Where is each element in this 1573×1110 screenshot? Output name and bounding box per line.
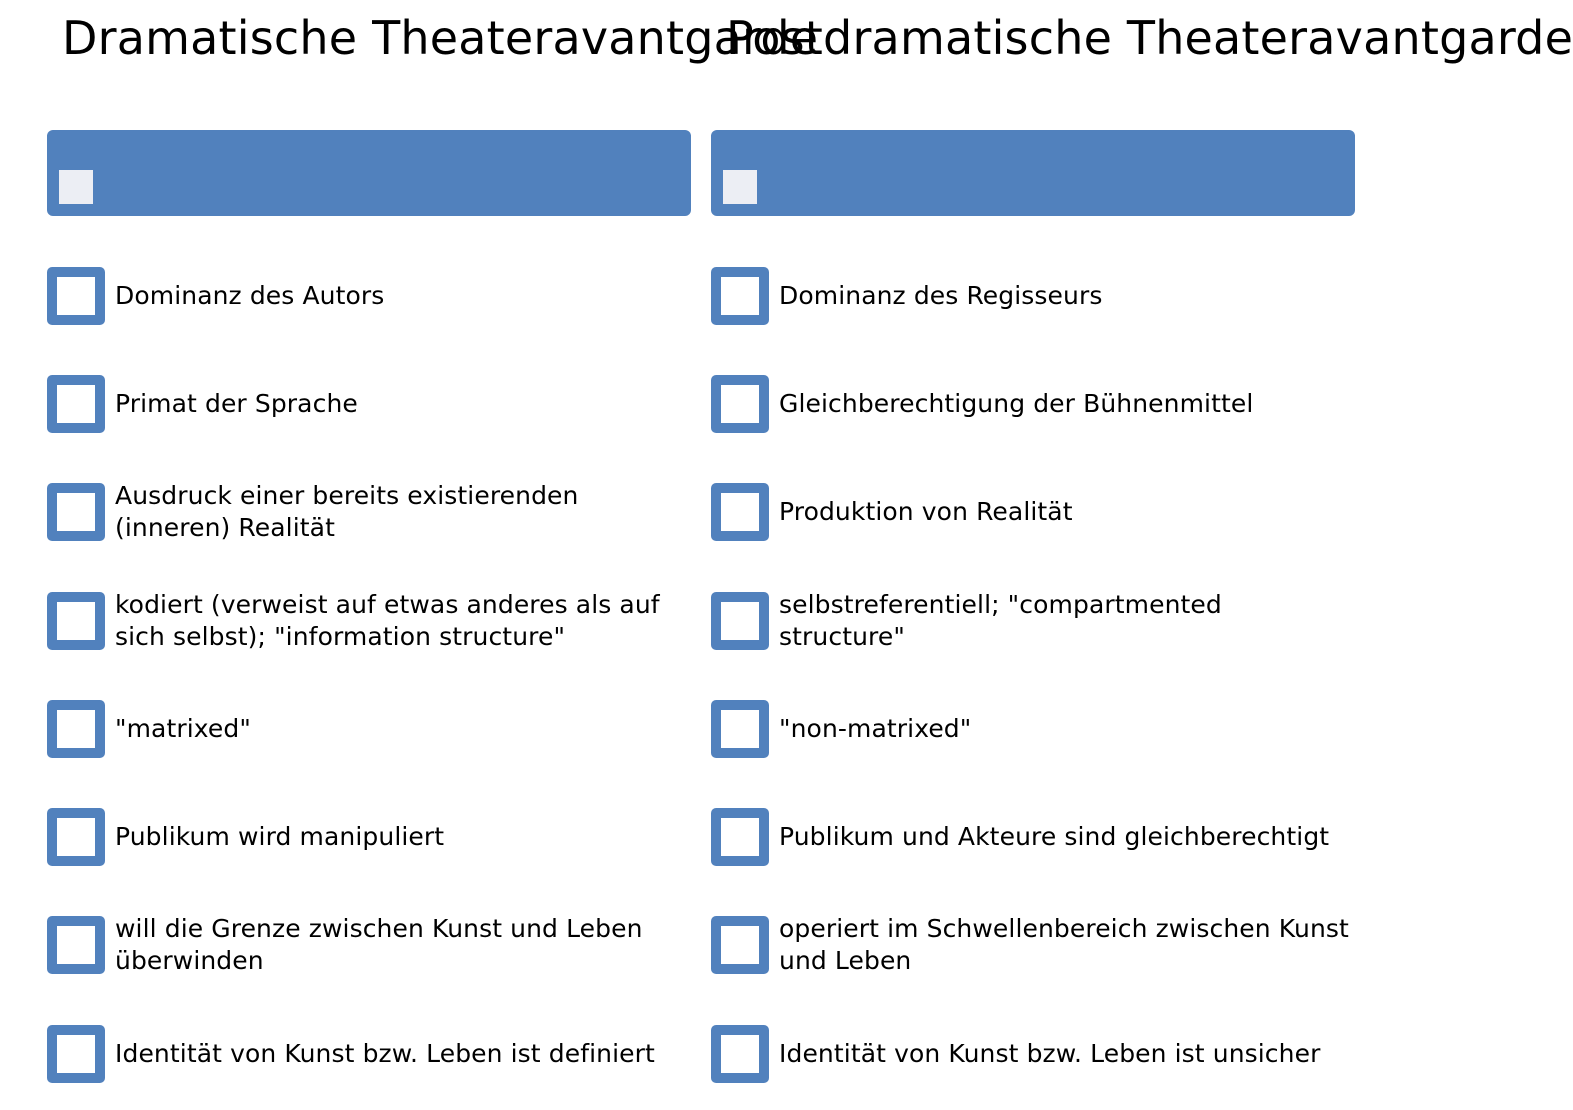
square-bullet-icon <box>711 375 769 433</box>
column-title: Postdramatische Theateravantgarde <box>726 11 1573 65</box>
item-list <box>711 0 1357 1110</box>
column-dramatic <box>47 0 819 1110</box>
item-label: kodiert (verweist auf etwas anderes als auf sich selbst); "information structure" <box>115 590 660 651</box>
list-item <box>711 916 1357 976</box>
item-label: operiert im Schwellenbereich zwischen Kunst und Leben <box>779 914 1349 975</box>
list-item <box>711 483 1357 543</box>
item-label: Identität von Kunst bzw. Leben ist definiert <box>115 1039 655 1068</box>
list-item <box>711 808 1357 868</box>
square-bullet-icon <box>711 483 769 541</box>
square-bullet-icon <box>47 483 105 541</box>
square-bullet-icon <box>47 267 105 325</box>
square-bullet-icon <box>47 1025 105 1083</box>
square-bullet-icon <box>47 375 105 433</box>
item-label: Dominanz des Autors <box>115 281 385 310</box>
list-item <box>47 267 693 327</box>
square-bullet-icon <box>711 592 769 650</box>
list-item <box>711 700 1357 760</box>
item-label: Gleichberechtigung der Bühnenmittel <box>779 389 1254 418</box>
list-item <box>47 483 693 543</box>
item-label: selbstreferentiell; "compartmented structure" <box>779 590 1222 651</box>
item-label: will die Grenze zwischen Kunst und Leben überwinden <box>115 914 643 975</box>
list-item <box>47 592 693 652</box>
list-item <box>711 592 1357 652</box>
item-label: Publikum und Akteure sind gleichberechtigt <box>779 822 1330 851</box>
item-label: Primat der Sprache <box>115 389 358 418</box>
list-item <box>711 267 1357 327</box>
list-item <box>711 375 1357 435</box>
square-bullet-icon <box>711 808 769 866</box>
list-item <box>47 916 693 976</box>
column-title: Dramatische Theateravantgarde <box>62 11 819 65</box>
square-bullet-icon <box>711 700 769 758</box>
list-item <box>47 375 693 435</box>
item-label: "non-matrixed" <box>779 714 972 743</box>
square-bullet-icon <box>47 808 105 866</box>
square-bullet-icon <box>711 916 769 974</box>
square-bullet-icon <box>47 916 105 974</box>
square-bullet-icon <box>711 267 769 325</box>
square-bullet-icon <box>711 1025 769 1083</box>
list-item <box>47 808 693 868</box>
item-label: Produktion von Realität <box>779 497 1073 526</box>
item-label: "matrixed" <box>115 714 251 743</box>
item-list <box>47 0 693 1110</box>
item-label: Publikum wird manipuliert <box>115 822 445 851</box>
list-item <box>47 1025 693 1085</box>
item-label: Identität von Kunst bzw. Leben ist unsicher <box>779 1039 1321 1068</box>
square-bullet-icon <box>47 592 105 650</box>
list-item <box>711 1025 1357 1085</box>
column-postdramatic <box>711 0 1573 1110</box>
item-label: Ausdruck einer bereits existierenden (inneren) Realität <box>115 481 579 542</box>
item-label: Dominanz des Regisseurs <box>779 281 1103 310</box>
list-item <box>47 700 693 760</box>
square-bullet-icon <box>47 700 105 758</box>
